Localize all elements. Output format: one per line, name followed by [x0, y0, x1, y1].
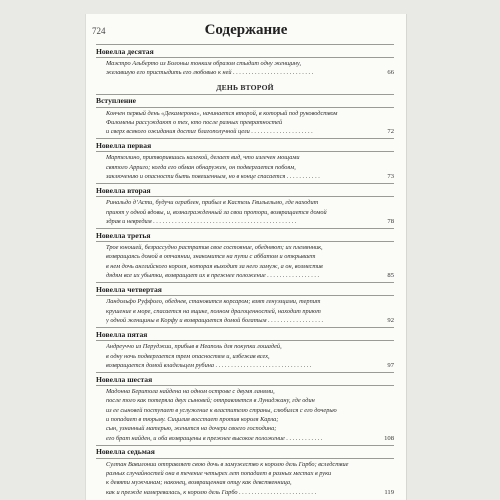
book-page: [86, 14, 406, 500]
toc-entry: [96, 342, 394, 370]
toc-entry-line: к девяти мужчинам; наконец, возвращенная отцу как девственница,: [106, 479, 292, 487]
toc-entry-line: Филомены рассуждают о тех, кто после разных превратностей: [106, 118, 283, 126]
toc-entry: [96, 153, 394, 181]
toc-entry: [96, 460, 394, 497]
toc-section-heading: Новелла десятая: [96, 44, 394, 58]
toc-page-number: 72: [387, 128, 394, 136]
toc-section-heading: Новелла седьмая: [96, 445, 394, 459]
toc-entry-line: из ее сыновей поступает в услужение к властителю страны, слюбился с его дочерью: [106, 406, 337, 414]
toc-entry-line: Кончен первый день «Декамерона», начинается второй, в который под руководством: [106, 109, 338, 117]
toc-entry-line: Ринальдо д’Асти, будучи ограблен, прибыл в Кастель Гвильельмо, где находит: [106, 199, 319, 207]
toc-entry: [96, 243, 394, 280]
toc-entry-line: разных случайностей она в течение четырех лет попадает в разных местах в руки: [106, 470, 332, 478]
toc-entry-line: в одну ночь подвергается трем опасностям и, избежав всех,: [106, 352, 270, 360]
toc-entry: [96, 297, 394, 325]
toc-section-heading: Новелла пятая: [96, 327, 394, 341]
toc-section-heading: Новелла первая: [96, 138, 394, 152]
toc-section-heading: Новелла четвертая: [96, 282, 394, 296]
toc-entry-line: святого Арриго; когда его обман обнаружен, он подвергается побоям,: [106, 163, 296, 171]
toc-entry-line: и сверх всякого ожидания достиг благополучной цели . . . . . . . . . . . . . . . . . . . .: [106, 128, 313, 136]
toc-section-heading: Новелла шестая: [96, 372, 394, 386]
toc-entry-line: как и прежде намеревалась, к королю дель Гарбо . . . . . . . . . . . . . . . . . . . . . . . . .: [106, 488, 317, 496]
toc-entry-line: Мадонна Беритола найдена на одном острове с двумя ланями,: [106, 388, 275, 396]
toc-entry-line: заключению и опасности быть повешенным, но в конце спасается . . . . . . . . . . .: [106, 173, 320, 181]
toc-entry-line: возвращается домой владельцем рубина . . . . . . . . . . . . . . . . . . . . . . . . . . . . . . .: [106, 361, 312, 369]
toc-entry-line: крушение в море, спасается на ящике, полном драгоценностей, находит приют: [106, 307, 321, 315]
toc-page-number: 66: [387, 69, 394, 77]
toc-entry-line: возвращаясь домой в отчаянии, знакомится на пути с аббатом и открывает: [106, 253, 316, 261]
toc-entry: [96, 387, 394, 443]
toc-entry: [96, 198, 394, 226]
day-heading: ДЕНЬ ВТОРОЙ: [216, 82, 274, 92]
toc-entry-line: Маэстро Альберто из Болоньи тонким образом стыдит одну женщину,: [106, 59, 302, 67]
toc-entry-line: желавшую его пристыдить его любовью к ней . . . . . . . . . . . . . . . . . . . . . . . . . .: [106, 69, 314, 77]
page-number: 724: [92, 26, 106, 36]
toc-entry-line: у одной женщины в Корфу и возвращается домой богатым . . . . . . . . . . . . . . . . . .: [106, 316, 324, 324]
toc-page-number: 73: [387, 173, 394, 181]
toc-entry-line: здрав и невредим . . . . . . . . . . . . . . . . . . . . . . . . . . . . . . . . . . . . . . . . . . . . . .: [106, 217, 297, 225]
toc-entry-line: Султан Вавилонии отправляет свою дочь в замужество к королю дель Гарбо; вследствие: [106, 460, 349, 468]
toc-entry-line: Трое юношей, безрассудно растратив свое состояние, обедняют; их племянник,: [106, 244, 323, 252]
toc-list: [96, 44, 394, 497]
toc-entry-line: после того как потеряла двух сыновей; отправляется в Луниджану, где один: [106, 397, 315, 405]
toc-page-number: 92: [387, 316, 394, 324]
toc-section-heading: Новелла вторая: [96, 183, 394, 197]
toc-entry-line: Мартеллино, притворившись калекой, делает вид, что излечен мощами: [106, 154, 300, 162]
toc-entry-line: и попадает в тюрьму. Сицилия восстает против короля Карла;: [106, 416, 279, 423]
toc-entry-line: Ландольфо Руффоло, обеднев, становится корсаром; взят генуэзцами, терпит: [106, 298, 321, 306]
toc-entry: [96, 109, 394, 137]
toc-page-number: 78: [387, 217, 394, 225]
toc-page-number: 119: [384, 488, 394, 496]
toc-entry-line: в нем дочь английского короля, которая выходит за него замуж, а он, возместив: [106, 262, 323, 270]
toc-entry-line: его брат найден, и оба возвращены в прежнее высокое положение . . . . . . . . . . . .: [106, 434, 323, 442]
toc-page-number: 108: [384, 434, 394, 442]
toc-entry: [96, 59, 394, 78]
toc-page-number: 97: [387, 361, 394, 369]
toc-section-heading: Новелла третья: [96, 228, 394, 242]
toc-page-number: 85: [387, 272, 394, 280]
toc-entry-line: сын, узнанный матерью, женится на дочери своего господина;: [106, 425, 277, 433]
toc-section-heading: Вступление: [96, 94, 394, 108]
toc-entry-line: дядям все их убытки, возвращает их в прежнее положение . . . . . . . . . . . . . . . . .: [106, 272, 320, 280]
toc-entry-line: Андреуччо из Перуджии, прибыв в Неаполь для покупки лошадей,: [106, 343, 282, 351]
toc-entry-line: приют у одной вдовы, и, вознагражденный за свои протори, возвращается домой: [106, 208, 327, 216]
page-title: Содержание: [204, 22, 288, 38]
